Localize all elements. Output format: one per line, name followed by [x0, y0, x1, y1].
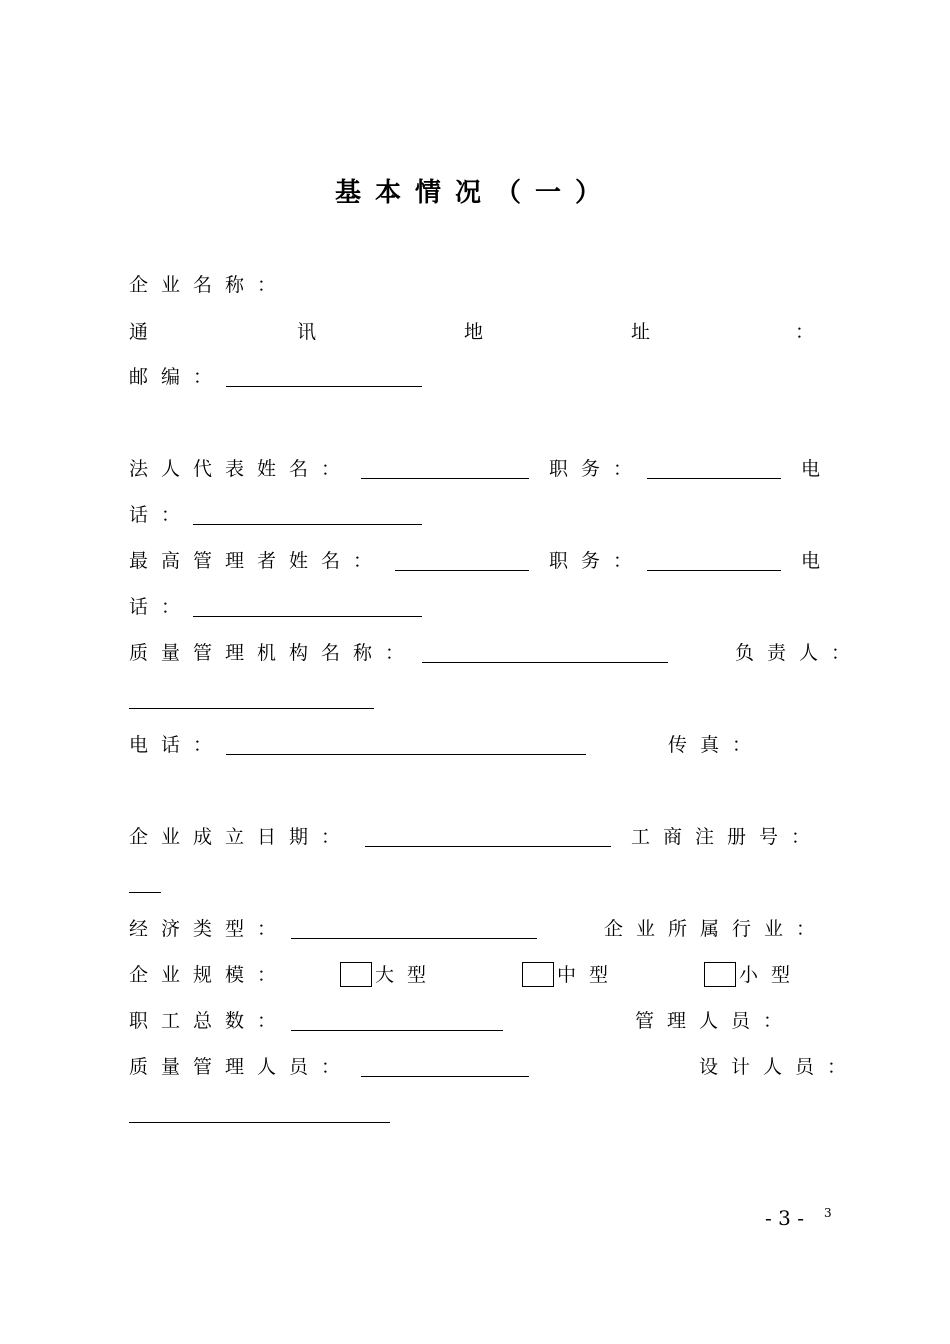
- label-management-staff: 管理人员：: [635, 1010, 796, 1032]
- label-address-char-3: 地: [464, 321, 484, 343]
- label-postcode: 邮编：: [129, 366, 226, 388]
- row-scale: [129, 960, 841, 990]
- economic-type-underline[interactable]: [291, 938, 537, 939]
- row-legal-rep: [129, 454, 841, 484]
- page-title: 基本情况（一）: [334, 178, 615, 208]
- legal-rep-name-underline[interactable]: [361, 478, 529, 479]
- row-top-manager: [129, 546, 841, 576]
- label-fax: 传真：: [668, 734, 765, 756]
- label-phone: 电话：: [129, 734, 226, 756]
- row-business-reg-value: [129, 868, 841, 898]
- row-design-staff-value: [129, 1098, 841, 1128]
- label-total-staff: 职工总数：: [129, 1010, 290, 1032]
- row-qm-staff: [129, 1052, 860, 1082]
- business-reg-no-underline[interactable]: [129, 892, 161, 893]
- label-established-date: 企业成立日期：: [129, 826, 354, 848]
- label-legal-rep-position: 职务：: [549, 458, 646, 480]
- row-qm-org: [129, 638, 864, 668]
- label-scale: 企业规模：: [129, 964, 290, 986]
- row-address: [129, 317, 841, 347]
- label-scale-medium: 中型: [557, 964, 622, 986]
- top-manager-position-underline[interactable]: [647, 570, 781, 571]
- row-established: [129, 822, 841, 852]
- postcode-underline[interactable]: [226, 386, 422, 387]
- row-staff: [129, 1006, 841, 1036]
- label-scale-small: 小型: [739, 964, 804, 986]
- row-phone-fax: [129, 730, 841, 760]
- label-legal-rep-phone-part2: 话：: [129, 504, 194, 526]
- row-top-manager-phone: [129, 592, 841, 622]
- qm-org-name-underline[interactable]: [422, 662, 668, 663]
- checkbox-large[interactable]: [340, 962, 372, 987]
- label-address-colon: ：: [795, 321, 815, 343]
- legal-rep-phone-underline[interactable]: [193, 524, 422, 525]
- legal-rep-position-underline[interactable]: [647, 478, 781, 479]
- checkbox-medium[interactable]: [522, 962, 554, 987]
- label-design-staff: 设计人员：: [699, 1056, 860, 1078]
- row-postcode: [129, 362, 841, 392]
- label-top-manager-phone-part1: 电: [801, 550, 821, 572]
- label-legal-rep-phone-part1: 电: [801, 458, 821, 480]
- label-scale-large: 大型: [375, 964, 440, 986]
- label-qm-staff: 质量管理人员：: [129, 1056, 354, 1078]
- top-manager-phone-underline[interactable]: [193, 616, 422, 617]
- label-top-manager-phone-part2: 话：: [129, 596, 194, 618]
- label-top-manager-position: 职务：: [549, 550, 646, 572]
- total-staff-underline[interactable]: [291, 1030, 503, 1031]
- top-manager-name-underline[interactable]: [395, 570, 529, 571]
- page-superscript: 3: [824, 1206, 832, 1220]
- label-qm-org-name: 质量管理机构名称：: [129, 642, 418, 664]
- label-legal-rep-name: 法人代表姓名：: [129, 458, 354, 480]
- label-address-char-2: 讯: [297, 321, 317, 343]
- checkbox-small[interactable]: [704, 962, 736, 987]
- row-company-name: [129, 270, 841, 300]
- label-address-char-4: 址: [631, 321, 651, 343]
- label-economic-type: 经济类型：: [129, 918, 290, 940]
- label-industry: 企业所属行业：: [604, 918, 829, 940]
- design-staff-underline[interactable]: [129, 1122, 390, 1123]
- label-person-in-charge: 负责人：: [735, 642, 864, 664]
- row-person-in-charge-value: [129, 684, 841, 714]
- row-legal-rep-phone: [129, 500, 841, 530]
- page-number: - 3 -: [765, 1206, 804, 1230]
- label-business-reg-no: 工商注册号：: [631, 826, 824, 848]
- label-top-manager-name: 最高管理者姓名：: [129, 550, 386, 572]
- phone-underline[interactable]: [226, 754, 586, 755]
- person-in-charge-underline[interactable]: [129, 708, 374, 709]
- label-company-name: 企业名称：: [129, 274, 290, 296]
- established-date-underline[interactable]: [365, 846, 611, 847]
- label-address-char-1: 通: [129, 321, 149, 343]
- qm-staff-underline[interactable]: [361, 1076, 529, 1077]
- row-economic-type: [129, 914, 841, 944]
